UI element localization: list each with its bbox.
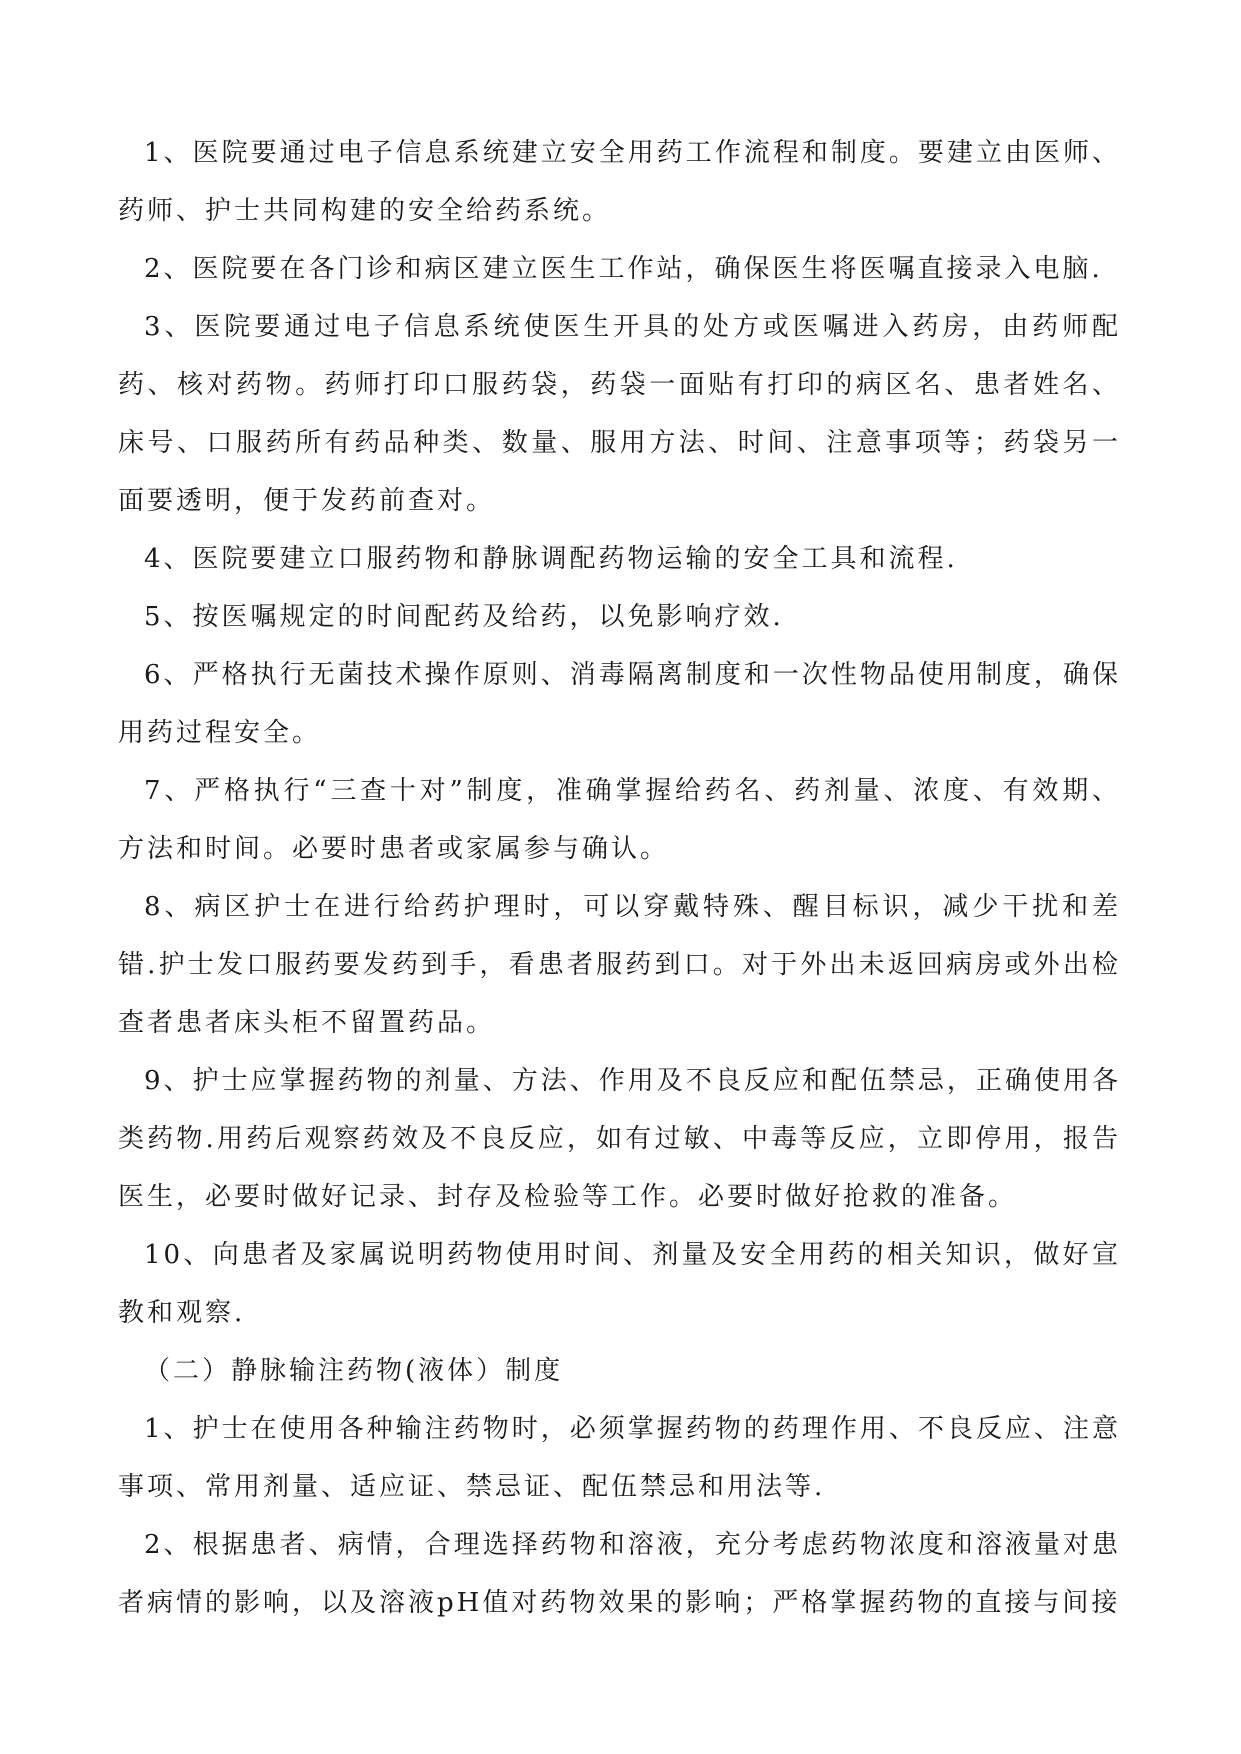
paragraph-10: 10、向患者及家属说明药物使用时间、剂量及安全用药的相关知识，做好宣教和观察. bbox=[118, 1240, 1121, 1328]
paragraph-1: 1、医院要通过电子信息系统建立安全用药工作流程和制度。要建立由医师、药师、护士共同构建的安全给药系统。 bbox=[118, 138, 1121, 226]
document-body bbox=[118, 124, 1121, 1632]
paragraph-5: 5、按医嘱规定的时间配药及给药，以免影响疗效. bbox=[144, 602, 784, 632]
paragraph-8: 8、病区护士在进行给药护理时，可以穿戴特殊、醒目标识，减少干扰和差错.护士发口服药要发药到手，看患者服药到口。对于外出未返回病房或外出检查者患者床头柜不留置药品。 bbox=[118, 892, 1122, 1038]
section-paragraph-2: 2、根据患者、病情，合理选择药物和溶液，充分考虑药物浓度和溶液量对患者病情的影响，以及溶液pH值对药物效果的影响；严格掌握药物的直接与间接 bbox=[118, 1530, 1121, 1618]
paragraph-4: 4、医院要建立口服药物和静脉调配药物运输的安全工具和流程. bbox=[144, 544, 958, 574]
paragraph-9: 9、护士应掌握药物的剂量、方法、作用及不良反应和配伍禁忌，正确使用各类药物.用药后观察药效及不良反应，如有过敏、中毒等反应，立即停用，报告医生，必要时做好记录、封存及检验等工作。必要时做好抢救的准备。 bbox=[118, 1066, 1121, 1212]
section-heading: （二）静脉输注药物(液体）制度 bbox=[144, 1356, 564, 1386]
paragraph-6: 6、严格执行无菌技术操作原则、消毒隔离制度和一次性物品使用制度，确保用药过程安全。 bbox=[118, 660, 1121, 748]
paragraph-2: 2、医院要在各门诊和病区建立医生工作站，确保医生将医嘱直接录入电脑. bbox=[144, 254, 1103, 284]
section-paragraph-1: 1、护士在使用各种输注药物时，必须掌握药物的药理作用、不良反应、注意事项、常用剂量、适应证、禁忌证、配伍禁忌和用法等. bbox=[118, 1414, 1121, 1502]
paragraph-3: 3、医院要通过电子信息系统使医生开具的处方或医嘱进入药房，由药师配药、核对药物。药师打印口服药袋，药袋一面贴有打印的病区名、患者姓名、床号、口服药所有药品种类、数量、服用方法、时间、注意事项等；药袋另一面要透明，便于发药前查对。 bbox=[118, 312, 1121, 516]
paragraph-7: 7、严格执行“三查十对”制度，准确掌握给药名、药剂量、浓度、有效期、方法和时间。必要时患者或家属参与确认。 bbox=[118, 776, 1121, 864]
